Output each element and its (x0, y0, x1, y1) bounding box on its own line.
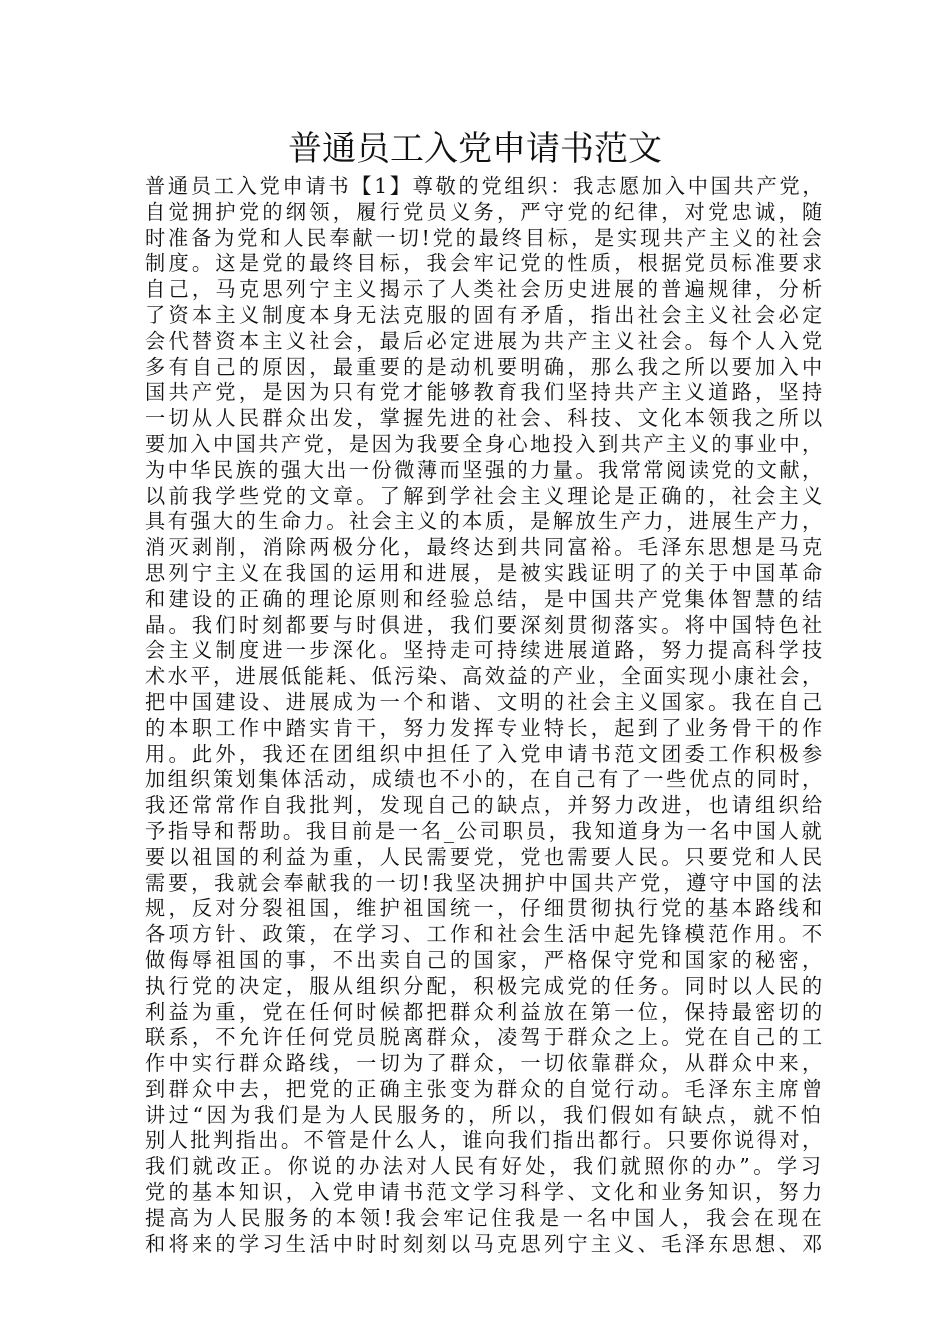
body-text-line: 利益为重，党在任何时候都把群众利益放在第一位，保持最密切的 (145, 999, 825, 1024)
body-text-line: 联系，不允许任何党员脱离群众，凌驾于群众之上。党在自己的工 (145, 1025, 825, 1050)
body-text-line: 一切从人民群众出发，掌握先进的社会、科技、文化本领我之所以 (145, 406, 825, 431)
body-text-line: 规，反对分裂祖国，维护祖国统一，仔细贯彻执行党的基本路线和 (145, 896, 825, 921)
body-text-line: 我还常常作自我批判，发现自己的缺点，并努力改进，也请组织给 (145, 793, 825, 818)
body-text-line: 用。此外，我还在团组织中担任了入党申请书范文团委工作积极参 (145, 741, 825, 766)
body-text-line: 讲过“因为我们是为人民服务的，所以，我们假如有缺点，就不怕 (145, 1102, 825, 1127)
body-text-line: 到群众中去，把党的正确主张变为群众的自觉行动。毛泽东主席曾 (145, 1076, 825, 1101)
body-text-line: 作中实行群众路线，一切为了群众，一切依靠群众，从群众中来， (145, 1051, 825, 1076)
body-text-line: 会代替资本主义社会，最后必定进展为共产主义社会。每个人入党 (145, 328, 825, 353)
body-text-line: 需要，我就会奉献我的一切!我坚决拥护中国共产党，遵守中国的法 (145, 870, 825, 895)
body-text-line: 自己，马克思列宁主义揭示了人类社会历史进展的普遍规律，分析 (145, 277, 825, 302)
body-text-line: 和建设的正确的理论原则和经验总结，是中国共产党集体智慧的结 (145, 586, 825, 611)
body-text-line: 和将来的学习生活中时时刻刻以马克思列宁主义、毛泽东思想、邓 (145, 1231, 825, 1256)
body-text-line: 为中华民族的强大出一份微薄而坚强的力量。我常常阅读党的文献， (145, 457, 825, 482)
body-text-line: 的本职工作中踏实肯干，努力发挥专业特长，起到了业务骨干的作 (145, 715, 825, 740)
body-text-line: 了资本主义制度本身无法克服的固有矛盾，指出社会主义社会必定 (145, 302, 825, 327)
body-text-line: 别人批判指出。不管是什么人，谁向我们指出都行。只要你说得对， (145, 1128, 825, 1153)
body-text-line: 制度。这是党的最终目标，我会牢记党的性质，根据党员标准要求 (145, 251, 825, 276)
body-text-line: 多有自己的原因，最重要的是动机要明确，那么我之所以要加入中 (145, 354, 825, 379)
body-text-line: 做侮辱祖国的事，不出卖自己的国家，严格保守党和国家的秘密， (145, 947, 825, 972)
body-text-line: 消灭剥削，消除两极分化，最终达到共同富裕。毛泽东思想是马克 (145, 535, 825, 560)
body-text-line: 党的基本知识，入党申请书范文学习科学、文化和业务知识，努力 (145, 1180, 825, 1205)
body-text-line: 思列宁主义在我国的运用和进展，是被实践证明了的关于中国革命 (145, 560, 825, 585)
body-text-line: 自觉拥护党的纲领，履行党员义务，严守党的纪律，对党忠诚，随 (145, 199, 825, 224)
body-text-line: 术水平，进展低能耗、低污染、高效益的产业，全面实现小康社会， (145, 664, 825, 689)
body-text-line: 把中国建设、进展成为一个和谐、文明的社会主义国家。我在自己 (145, 689, 825, 714)
body-text-line: 要加入中国共产党，是因为我要全身心地投入到共产主义的事业中， (145, 431, 825, 456)
body-text-line: 国共产党，是因为只有党才能够教育我们坚持共产主义道路，坚持 (145, 380, 825, 405)
body-text-line: 各项方针、政策，在学习、工作和社会生活中起先锋模范作用。不 (145, 922, 825, 947)
body-text-line: 具有强大的生命力。社会主义的本质，是解放生产力，进展生产力， (145, 509, 825, 534)
body-text-line: 执行党的决定，服从组织分配，积极完成党的任务。同时以人民的 (145, 973, 825, 998)
body-text-line: 普通员工入党申请书【1】尊敬的党组织：我志愿加入中国共产党， (145, 174, 825, 198)
body-text-line: 以前我学些党的文章。了解到学社会主义理论是正确的，社会主义 (145, 483, 825, 508)
body-text-line: 提高为人民服务的本领!我会牢记住我是一名中国人，我会在现在 (145, 1205, 825, 1230)
body-text-line: 要以祖国的利益为重，人民需要党，党也需要人民。只要党和人民 (145, 844, 825, 869)
document-body (145, 174, 825, 1257)
body-text-line: 时准备为党和人民奉献一切!党的最终目标，是实现共产主义的社会 (145, 225, 825, 250)
document-title: 普通员工入党申请书范文 (288, 129, 662, 169)
body-text-line: 予指导和帮助。我目前是一名_公司职员，我知道身为一名中国人就 (145, 818, 825, 843)
body-text-line: 我们就改正。你说的办法对人民有好处，我们就照你的办”。学习 (145, 1154, 825, 1179)
body-text-line: 会主义制度进一步深化。坚持走可持续进展道路，努力提高科学技 (145, 638, 825, 663)
body-text-line: 加组织策划集体活动，成绩也不小的，在自己有了一些优点的同时， (145, 767, 825, 792)
body-text-line: 晶。我们时刻都要与时俱进，我们要深刻贯彻落实。将中国特色社 (145, 612, 825, 637)
